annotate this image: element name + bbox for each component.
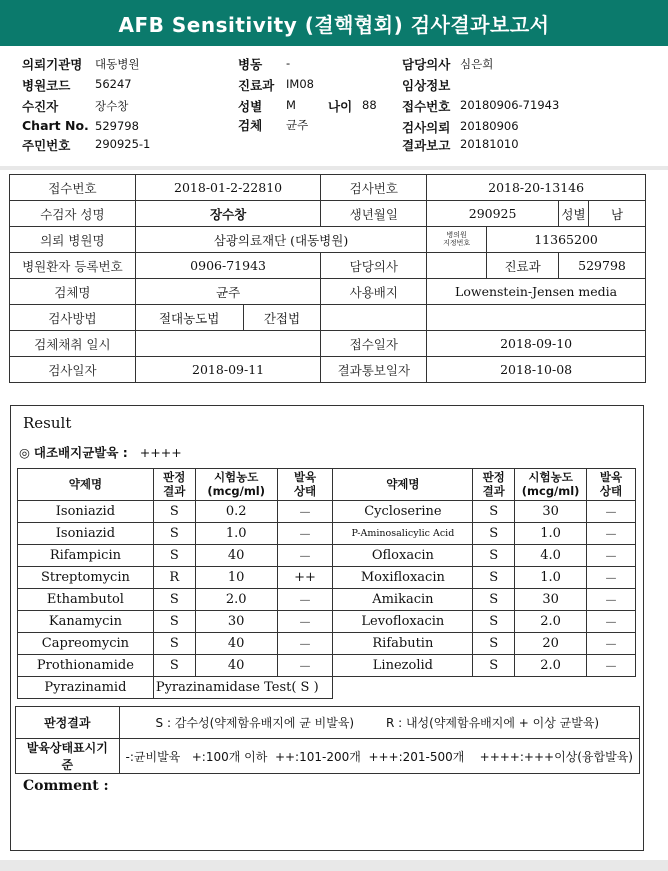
- chart-no-value: 529798: [95, 119, 139, 133]
- drug-conc: 30: [515, 501, 587, 523]
- growth-legend-text: -:균비발육 +:100개 이하 ++:101-200개 +++:201-500개 ++++:+++이상(융합발육): [119, 739, 639, 774]
- drug-growth: －: [277, 545, 333, 567]
- control-marker-icon: ◎: [19, 445, 30, 460]
- result-section: [10, 405, 644, 851]
- drug-conc: 2.0: [515, 655, 587, 677]
- drug-conc: 1.0: [195, 523, 277, 545]
- growth-legend-label: 발육상태표시기준: [16, 739, 120, 774]
- drug-sensitivity-table: [17, 468, 636, 699]
- table-row: [18, 501, 636, 523]
- birth-label: 생년월일: [321, 201, 427, 227]
- drug-growth: －: [277, 589, 333, 611]
- drug-conc: 10: [195, 567, 277, 589]
- drug-conc: 40: [195, 633, 277, 655]
- drug-result: S: [473, 633, 515, 655]
- received-date-value: 2018-09-10: [427, 331, 646, 357]
- drug-conc: 1.0: [515, 567, 587, 589]
- drug-growth: －: [587, 567, 636, 589]
- drug-name: Levofloxacin: [333, 611, 473, 633]
- resident-no-value: 290925-1: [95, 137, 151, 151]
- drug-name: Rifabutin: [333, 633, 473, 655]
- specimen-label: 검체: [238, 118, 263, 133]
- method-label: 검사방법: [10, 305, 136, 331]
- judge-header: 판정 결과: [153, 469, 195, 501]
- judge-header: 판정 결과: [473, 469, 515, 501]
- drug-name: P-Aminosalicylic Acid: [333, 523, 473, 545]
- drug-conc: 40: [195, 545, 277, 567]
- reg-no-value: 0906-71943: [135, 253, 321, 279]
- empty-cell: [333, 677, 636, 699]
- pyrazinamid-name: Pyrazinamid: [18, 677, 154, 699]
- accession-label: 접수번호: [402, 99, 451, 114]
- drug-result: S: [473, 523, 515, 545]
- drug-result: S: [473, 567, 515, 589]
- drug-name: Isoniazid: [18, 523, 154, 545]
- collect-date-label: 검체채취 일시: [10, 331, 136, 357]
- drug-name: Rifampicin: [18, 545, 154, 567]
- notify-date-label: 결과통보일자: [321, 357, 427, 383]
- drug-conc: 20: [515, 633, 587, 655]
- judge-legend-text: S : 감수성(약제함유배지에 균 비발육) R : 내성(약제함유배지에 + 이상 균발육): [119, 707, 639, 739]
- control-label: 대조배지균발육 :: [33, 445, 128, 460]
- receipt-no-value: 2018-01-2-22810: [135, 175, 321, 201]
- specimen-name-label: 검체명: [10, 279, 136, 305]
- hospital-code-value: 56247: [95, 77, 132, 91]
- hospital-label: 의뢰 병원명: [10, 227, 136, 253]
- drug-result: S: [473, 611, 515, 633]
- growth-header: 발육 상태: [277, 469, 333, 501]
- drug-header: 약제명: [333, 469, 473, 501]
- drug-growth: －: [587, 655, 636, 677]
- reg-no-label: 병원환자 등록번호: [10, 253, 136, 279]
- drug-result: S: [153, 523, 195, 545]
- chart-no-label: Chart No.: [22, 118, 89, 133]
- request-date-value: 20180906: [460, 119, 519, 133]
- request-date-label: 검사의뢰: [402, 120, 451, 135]
- drug-growth: －: [587, 501, 636, 523]
- table-row: [18, 523, 636, 545]
- drug-name: Linezolid: [333, 655, 473, 677]
- drug-name: Capreomycin: [18, 633, 154, 655]
- drug-conc: 30: [515, 589, 587, 611]
- age-label: 나이: [328, 99, 353, 114]
- dept-label: 진료과: [238, 78, 275, 93]
- drug-conc: 1.0: [515, 523, 587, 545]
- drug-result: S: [473, 501, 515, 523]
- drug-name: Prothionamide: [18, 655, 154, 677]
- table-row: [18, 567, 636, 589]
- legend-table: [15, 706, 640, 774]
- table-row: [18, 545, 636, 567]
- drug-name: Ethambutol: [18, 589, 154, 611]
- designated-no-value: 11365200: [487, 227, 646, 253]
- doctor-label: 담당의사: [402, 57, 451, 72]
- notify-date-value: 2018-10-08: [427, 357, 646, 383]
- sex-value: M: [286, 98, 296, 112]
- drug-growth: －: [277, 523, 333, 545]
- method-blank: [321, 305, 427, 331]
- method-value-2: 간접법: [243, 305, 321, 331]
- accession-value: 20180906-71943: [460, 98, 560, 112]
- test-no-value: 2018-20-13146: [427, 175, 646, 201]
- department-label: 진료과: [487, 253, 559, 279]
- patient-value: 장수창: [95, 99, 129, 113]
- attending-doctor-label: 담당의사: [321, 253, 427, 279]
- drug-growth: －: [587, 589, 636, 611]
- table-row: [18, 589, 636, 611]
- patient-summary: [0, 46, 668, 166]
- report-title: AFB Sensitivity (결핵협회) 검사결과보고서: [0, 0, 668, 46]
- sex-label: 성별: [238, 99, 263, 114]
- patient-name-value: 장수창: [135, 201, 321, 227]
- resident-no-label: 주민번호: [22, 138, 71, 153]
- test-date-value: 2018-09-11: [135, 357, 321, 383]
- test-date-label: 검사일자: [10, 357, 136, 383]
- drug-result: S: [473, 589, 515, 611]
- section-divider: [0, 166, 668, 170]
- drug-conc: 4.0: [515, 545, 587, 567]
- clinical-info-label: 임상정보: [402, 78, 451, 93]
- drug-growth: －: [587, 545, 636, 567]
- ward-label: 병동: [238, 57, 263, 72]
- drug-growth: ++: [277, 567, 333, 589]
- patient-name-label: 수검자 성명: [10, 201, 136, 227]
- sex-value-cell: 남: [588, 201, 645, 227]
- drug-name: Ofloxacin: [333, 545, 473, 567]
- conc-header: 시험농도 (mcg/ml): [195, 469, 277, 501]
- drug-result: S: [153, 655, 195, 677]
- growth-header: 발육 상태: [587, 469, 636, 501]
- pyrazinamid-value: Pyrazinamidase Test( S ): [153, 677, 333, 699]
- drug-result: R: [153, 567, 195, 589]
- judge-legend-label: 판정결과: [16, 707, 120, 739]
- drug-growth: －: [277, 655, 333, 677]
- drug-name: Isoniazid: [18, 501, 154, 523]
- method-value-1: 절대농도법: [135, 305, 243, 331]
- result-title: Result: [23, 414, 72, 432]
- drug-name: Amikacin: [333, 589, 473, 611]
- table-row: [18, 655, 636, 677]
- drug-conc: 2.0: [195, 589, 277, 611]
- drug-conc: 30: [195, 611, 277, 633]
- specimen-value: 균주: [286, 118, 309, 132]
- hospital-code-label: 병원코드: [22, 78, 71, 93]
- drug-result: S: [153, 545, 195, 567]
- drug-name: Streptomycin: [18, 567, 154, 589]
- drug-result: S: [473, 545, 515, 567]
- conc-header: 시험농도 (mcg/ml): [515, 469, 587, 501]
- drug-name: Kanamycin: [18, 611, 154, 633]
- drug-conc: 40: [195, 655, 277, 677]
- doctor-value: 심은희: [460, 57, 494, 71]
- table-row: [18, 611, 636, 633]
- hospital-value: 삼광의료재단 (대동병원): [135, 227, 426, 253]
- receipt-no-label: 접수번호: [10, 175, 136, 201]
- drug-growth: －: [587, 633, 636, 655]
- comment-label: Comment :: [23, 778, 109, 794]
- control-value: ++++: [139, 445, 182, 460]
- age-value: 88: [362, 98, 377, 112]
- table-row: [18, 677, 636, 699]
- control-growth: [19, 443, 182, 461]
- designated-no-label: 병의원 지정번호: [427, 227, 487, 253]
- report-date-value: 20181010: [460, 137, 519, 151]
- report-info-table: [9, 174, 646, 383]
- method-blank-right: [427, 305, 646, 331]
- drug-growth: －: [277, 633, 333, 655]
- specimen-name-value: 균주: [135, 279, 321, 305]
- drug-growth: －: [587, 611, 636, 633]
- ward-value: -: [286, 56, 291, 70]
- media-label: 사용배지: [321, 279, 427, 305]
- received-date-label: 접수일자: [321, 331, 427, 357]
- hospital-name-value: 대동병원: [95, 57, 140, 71]
- drug-growth: －: [587, 523, 636, 545]
- attending-doctor-value: [427, 253, 487, 279]
- drug-growth: －: [277, 611, 333, 633]
- drug-growth: －: [277, 501, 333, 523]
- report-date-label: 결과보고: [402, 138, 451, 153]
- dept-value: IM08: [286, 77, 314, 91]
- hospital-name-label: 의뢰기관명: [22, 57, 83, 72]
- drug-result: S: [153, 611, 195, 633]
- drug-result: S: [153, 501, 195, 523]
- bottom-divider: [0, 860, 668, 871]
- department-value: 529798: [559, 253, 646, 279]
- drug-conc: 2.0: [515, 611, 587, 633]
- drug-result: S: [153, 633, 195, 655]
- table-row: [18, 633, 636, 655]
- drug-header: 약제명: [18, 469, 154, 501]
- drug-name: Cycloserine: [333, 501, 473, 523]
- media-value: Lowenstein-Jensen media: [427, 279, 646, 305]
- drug-result: S: [153, 589, 195, 611]
- collect-date-value: [135, 331, 321, 357]
- sex-label-cell: 성별: [559, 201, 589, 227]
- drug-conc: 0.2: [195, 501, 277, 523]
- drug-result: S: [473, 655, 515, 677]
- birth-value: 290925: [427, 201, 559, 227]
- patient-label: 수진자: [22, 99, 59, 114]
- drug-name: Moxifloxacin: [333, 567, 473, 589]
- test-no-label: 검사번호: [321, 175, 427, 201]
